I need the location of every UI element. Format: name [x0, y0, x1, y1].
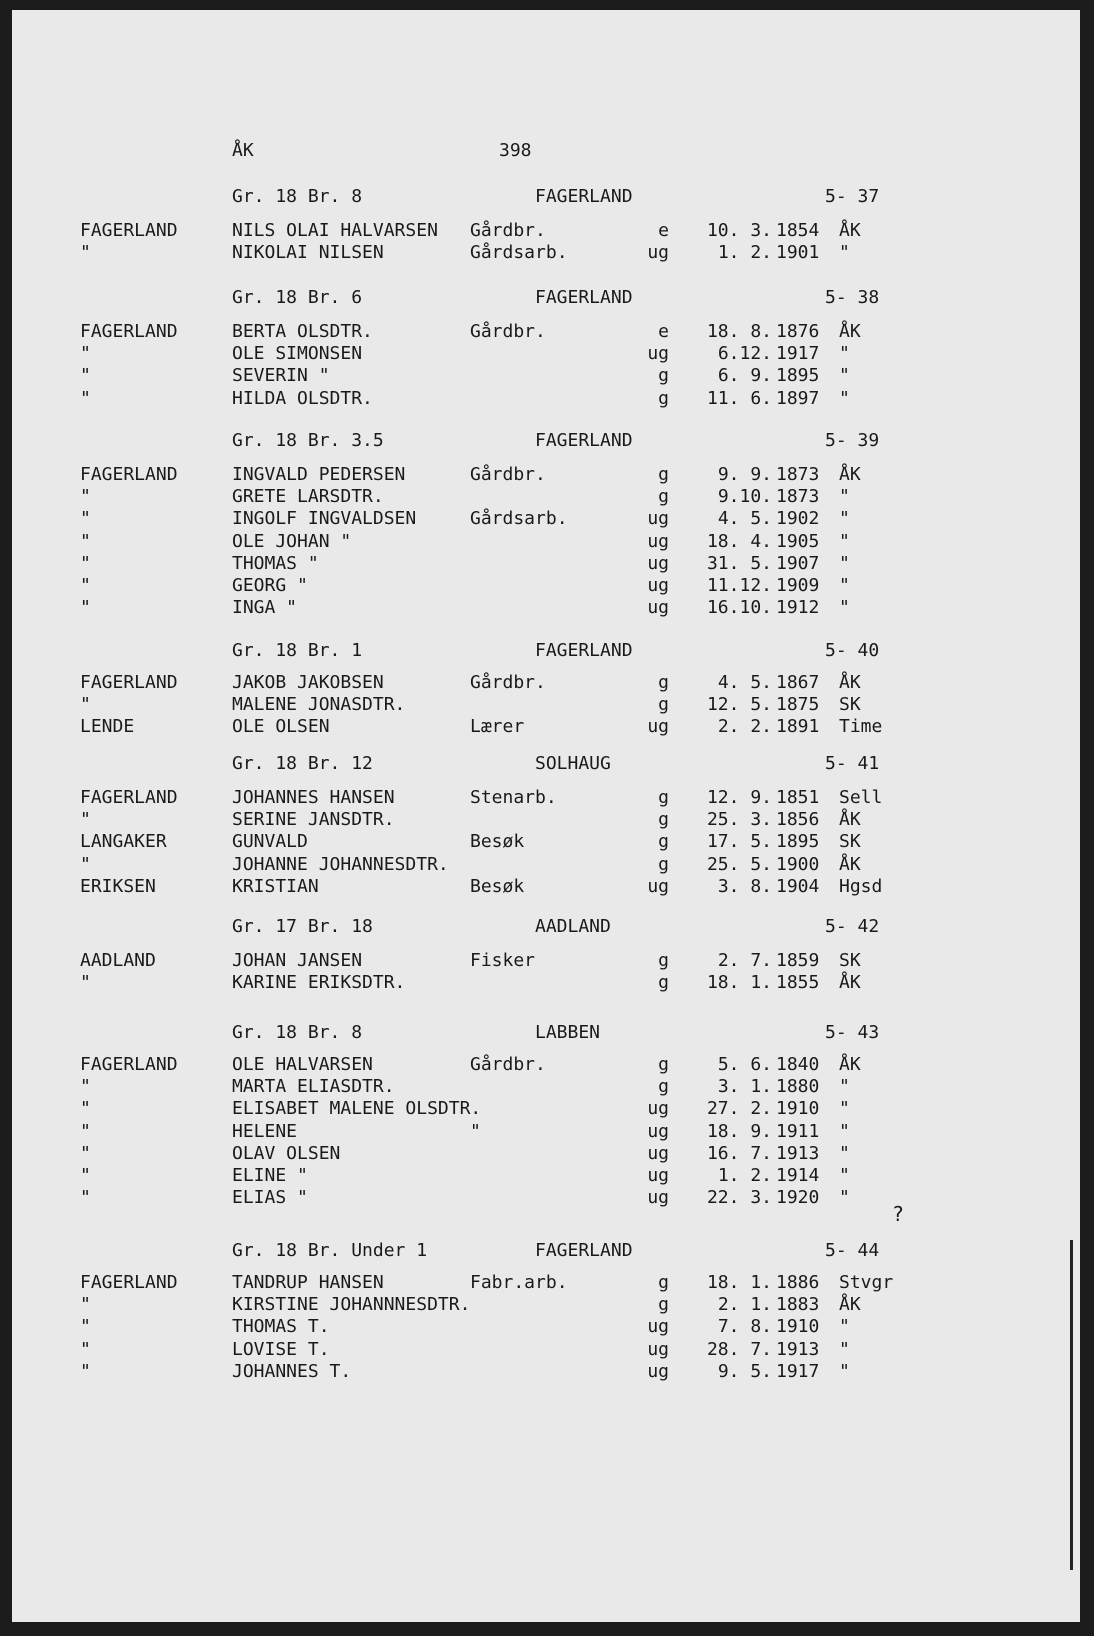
row-birthplace: "	[839, 575, 850, 596]
row-date: 27. 2.	[706, 1098, 772, 1119]
person-row	[12, 672, 1080, 694]
row-year: 1905	[776, 531, 820, 552]
row-status: g	[658, 787, 669, 808]
row-birthplace: ÅK	[839, 1294, 861, 1315]
person-row	[12, 531, 1080, 553]
row-occupation: Gårdbr.	[470, 464, 546, 485]
section-grbr: Gr. 17 Br. 18	[232, 916, 373, 937]
person-row	[12, 950, 1080, 972]
row-status: ug	[647, 1187, 669, 1208]
row-year: 1910	[776, 1316, 820, 1337]
row-date: 22. 3.	[706, 1187, 772, 1208]
row-name: MARTA ELIASDTR.	[232, 1076, 395, 1097]
row-name: BERTA OLSDTR.	[232, 321, 373, 342]
section-header	[12, 186, 1080, 208]
row-place: "	[80, 972, 91, 993]
row-year: 1909	[776, 575, 820, 596]
row-status: g	[658, 694, 669, 715]
row-name: JOHANNES T.	[232, 1361, 352, 1382]
row-date: 17. 5.	[706, 831, 772, 852]
person-row	[12, 343, 1080, 365]
row-year: 1880	[776, 1076, 820, 1097]
person-row	[12, 1121, 1080, 1143]
row-place: "	[80, 553, 91, 574]
row-name: KRISTIAN	[232, 876, 319, 897]
section-code: 5- 39	[825, 430, 880, 451]
row-birthplace: ÅK	[839, 809, 861, 830]
row-name: JOHAN JANSEN	[232, 950, 363, 971]
section-code: 5- 41	[825, 753, 880, 774]
section-header	[12, 916, 1080, 938]
person-row	[12, 1339, 1080, 1361]
row-status: ug	[647, 531, 669, 552]
row-date: 18. 8.	[706, 321, 772, 342]
person-row	[12, 388, 1080, 410]
row-place: LENDE	[80, 716, 135, 737]
row-place: "	[80, 809, 91, 830]
row-name: THOMAS "	[232, 553, 319, 574]
row-date: 9. 5.	[717, 1361, 772, 1382]
row-name: JAKOB JAKOBSEN	[232, 672, 384, 693]
row-year: 1914	[776, 1165, 820, 1186]
row-year: 1851	[776, 787, 820, 808]
section-header	[12, 753, 1080, 775]
row-date: 11.12.	[706, 575, 772, 596]
section-code: 5- 44	[825, 1240, 880, 1261]
row-status: g	[658, 950, 669, 971]
row-status: g	[658, 854, 669, 875]
row-birthplace: ÅK	[839, 1054, 861, 1075]
row-occupation: Fabr.arb.	[470, 1272, 568, 1293]
row-birthplace: "	[839, 1187, 850, 1208]
section-grbr: Gr. 18 Br. 12	[232, 753, 373, 774]
row-status: ug	[647, 553, 669, 574]
section-grbr: Gr. 18 Br. 8	[232, 1022, 363, 1043]
row-date: 12. 9.	[706, 787, 772, 808]
row-birthplace: Hgsd	[839, 876, 883, 897]
row-date: 11. 6.	[706, 388, 772, 409]
row-status: ug	[647, 1339, 669, 1360]
row-birthplace: "	[839, 1098, 850, 1119]
row-year: 1895	[776, 365, 820, 386]
row-occupation: "	[470, 1121, 481, 1142]
row-place: "	[80, 1339, 91, 1360]
person-row	[12, 553, 1080, 575]
document-page	[12, 10, 1080, 1622]
person-row	[12, 242, 1080, 264]
row-year: 1910	[776, 1098, 820, 1119]
row-name: HILDA OLSDTR.	[232, 388, 373, 409]
row-status: g	[658, 486, 669, 507]
section-code: 5- 38	[825, 287, 880, 308]
row-date: 1. 2.	[717, 242, 772, 263]
section-header	[12, 640, 1080, 662]
person-row	[12, 716, 1080, 738]
person-row	[12, 1361, 1080, 1383]
scan-edge-mark	[1070, 1240, 1073, 1570]
section-farm: FAGERLAND	[535, 186, 633, 207]
section-grbr: Gr. 18 Br. 3.5	[232, 430, 384, 451]
row-date: 16.10.	[706, 597, 772, 618]
row-birthplace: "	[839, 597, 850, 618]
row-place: "	[80, 1143, 91, 1164]
row-occupation: Gårdbr.	[470, 1054, 546, 1075]
row-name: TANDRUP HANSEN	[232, 1272, 384, 1293]
row-status: g	[658, 672, 669, 693]
person-row	[12, 1076, 1080, 1098]
person-row	[12, 972, 1080, 994]
section-farm: AADLAND	[535, 916, 611, 937]
row-status: ug	[647, 597, 669, 618]
row-date: 1. 2.	[717, 1165, 772, 1186]
row-birthplace: "	[839, 365, 850, 386]
row-date: 10. 3.	[706, 220, 772, 241]
section-farm: FAGERLAND	[535, 287, 633, 308]
row-place: "	[80, 1294, 91, 1315]
row-status: ug	[647, 1316, 669, 1337]
row-year: 1917	[776, 1361, 820, 1382]
row-date: 6. 9.	[717, 365, 772, 386]
row-date: 25. 5.	[706, 854, 772, 875]
row-status: e	[658, 321, 669, 342]
section-code: 5- 43	[825, 1022, 880, 1043]
row-birthplace: "	[839, 508, 850, 529]
row-name: ELIAS "	[232, 1187, 308, 1208]
row-occupation: Lærer	[470, 716, 525, 737]
row-year: 1907	[776, 553, 820, 574]
row-place: "	[80, 597, 91, 618]
section-grbr: Gr. 18 Br. 1	[232, 640, 363, 661]
row-place: FAGERLAND	[80, 672, 178, 693]
person-row	[12, 831, 1080, 853]
row-birthplace: ÅK	[839, 321, 861, 342]
row-name: OLE HALVARSEN	[232, 1054, 373, 1075]
row-birthplace: "	[839, 531, 850, 552]
row-date: 6.12.	[717, 343, 772, 364]
row-birthplace: "	[839, 1339, 850, 1360]
row-name: INGVALD PEDERSEN	[232, 464, 406, 485]
header-area: ÅK	[232, 140, 254, 161]
row-year: 1856	[776, 809, 820, 830]
row-place: FAGERLAND	[80, 787, 178, 808]
row-birthplace: "	[839, 486, 850, 507]
row-place: "	[80, 694, 91, 715]
row-place: FAGERLAND	[80, 1272, 178, 1293]
row-year: 1902	[776, 508, 820, 529]
row-birthplace: "	[839, 1361, 850, 1382]
row-place: "	[80, 365, 91, 386]
row-birthplace: SK	[839, 950, 861, 971]
row-birthplace: Time	[839, 716, 883, 737]
row-birthplace: ÅK	[839, 854, 861, 875]
row-occupation: Gårdsarb.	[470, 508, 568, 529]
row-place: "	[80, 1187, 91, 1208]
row-date: 3. 1.	[717, 1076, 772, 1097]
row-status: g	[658, 1054, 669, 1075]
row-occupation: Besøk	[470, 831, 525, 852]
row-place: FAGERLAND	[80, 220, 178, 241]
row-birthplace: SK	[839, 831, 861, 852]
person-row	[12, 486, 1080, 508]
row-year: 1913	[776, 1339, 820, 1360]
row-place: FAGERLAND	[80, 321, 178, 342]
row-name: MALENE JONASDTR.	[232, 694, 406, 715]
section-farm: FAGERLAND	[535, 1240, 633, 1261]
row-name: JOHANNE JOHANNESDTR.	[232, 854, 449, 875]
row-status: g	[658, 831, 669, 852]
section-farm: FAGERLAND	[535, 430, 633, 451]
row-year: 1917	[776, 343, 820, 364]
row-place: "	[80, 242, 91, 263]
row-name: KARINE ERIKSDTR.	[232, 972, 406, 993]
row-date: 25. 3.	[706, 809, 772, 830]
row-name: HELENE	[232, 1121, 298, 1142]
section-farm: SOLHAUG	[535, 753, 611, 774]
row-name: LOVISE T.	[232, 1339, 330, 1360]
row-status: g	[658, 1294, 669, 1315]
page-header	[12, 140, 1080, 162]
row-name: ELISABET MALENE OLSDTR.	[232, 1098, 482, 1119]
section-header	[12, 1240, 1080, 1262]
section-farm: FAGERLAND	[535, 640, 633, 661]
person-row	[12, 1294, 1080, 1316]
section-code: 5- 37	[825, 186, 880, 207]
row-date: 2. 1.	[717, 1294, 772, 1315]
row-place: "	[80, 486, 91, 507]
row-name: NIKOLAI NILSEN	[232, 242, 384, 263]
row-birthplace: ÅK	[839, 220, 861, 241]
row-date: 2. 7.	[717, 950, 772, 971]
row-status: ug	[647, 242, 669, 263]
row-occupation: Gårdsarb.	[470, 242, 568, 263]
row-status: ug	[647, 716, 669, 737]
row-date: 18. 1.	[706, 972, 772, 993]
row-name: OLAV OLSEN	[232, 1143, 341, 1164]
row-place: "	[80, 1121, 91, 1142]
row-name: SEVERIN "	[232, 365, 330, 386]
margin-note: ?	[892, 1202, 905, 1226]
row-birthplace: "	[839, 1121, 850, 1142]
row-place: "	[80, 508, 91, 529]
row-birthplace: Stvgr	[839, 1272, 894, 1293]
row-name: NILS OLAI HALVARSEN	[232, 220, 438, 241]
row-date: 5. 6.	[717, 1054, 772, 1075]
row-year: 1840	[776, 1054, 820, 1075]
row-date: 9. 9.	[717, 464, 772, 485]
row-birthplace: "	[839, 388, 850, 409]
row-name: GEORG "	[232, 575, 308, 596]
row-date: 2. 2.	[717, 716, 772, 737]
person-row	[12, 1165, 1080, 1187]
row-year: 1886	[776, 1272, 820, 1293]
row-status: ug	[647, 508, 669, 529]
row-place: "	[80, 1316, 91, 1337]
person-row	[12, 365, 1080, 387]
row-name: GUNVALD	[232, 831, 308, 852]
row-birthplace: Sell	[839, 787, 883, 808]
row-date: 16. 7.	[706, 1143, 772, 1164]
row-year: 1920	[776, 1187, 820, 1208]
row-year: 1900	[776, 854, 820, 875]
row-status: g	[658, 1272, 669, 1293]
row-status: ug	[647, 575, 669, 596]
row-status: g	[658, 464, 669, 485]
row-status: ug	[647, 1165, 669, 1186]
row-year: 1854	[776, 220, 820, 241]
row-date: 9.10.	[717, 486, 772, 507]
row-status: g	[658, 365, 669, 386]
row-place: "	[80, 1361, 91, 1382]
row-year: 1873	[776, 464, 820, 485]
person-row	[12, 1272, 1080, 1294]
section-header	[12, 1022, 1080, 1044]
row-date: 18. 9.	[706, 1121, 772, 1142]
row-year: 1897	[776, 388, 820, 409]
row-status: g	[658, 972, 669, 993]
row-name: OLE OLSEN	[232, 716, 330, 737]
row-name: SERINE JANSDTR.	[232, 809, 395, 830]
row-status: ug	[647, 1098, 669, 1119]
person-row	[12, 464, 1080, 486]
row-occupation: Gårdbr.	[470, 672, 546, 693]
person-row	[12, 876, 1080, 898]
row-name: KIRSTINE JOHANNNESDTR.	[232, 1294, 471, 1315]
row-date: 12. 5.	[706, 694, 772, 715]
row-year: 1895	[776, 831, 820, 852]
row-status: ug	[647, 876, 669, 897]
row-year: 1913	[776, 1143, 820, 1164]
row-birthplace: "	[839, 553, 850, 574]
row-date: 3. 8.	[717, 876, 772, 897]
person-row	[12, 694, 1080, 716]
person-row	[12, 220, 1080, 242]
row-birthplace: ÅK	[839, 464, 861, 485]
row-year: 1891	[776, 716, 820, 737]
row-name: INGOLF INGVALDSEN	[232, 508, 417, 529]
row-year: 1867	[776, 672, 820, 693]
row-birthplace: SK	[839, 694, 861, 715]
row-occupation: Fisker	[470, 950, 536, 971]
row-status: g	[658, 1076, 669, 1097]
row-place: "	[80, 1165, 91, 1186]
person-row	[12, 508, 1080, 530]
row-birthplace: "	[839, 1165, 850, 1186]
person-row	[12, 575, 1080, 597]
section-header	[12, 430, 1080, 452]
row-place: LANGAKER	[80, 831, 167, 852]
section-code: 5- 40	[825, 640, 880, 661]
row-year: 1901	[776, 242, 820, 263]
row-date: 4. 5.	[717, 672, 772, 693]
person-row	[12, 597, 1080, 619]
person-row	[12, 1316, 1080, 1338]
row-name: THOMAS T.	[232, 1316, 330, 1337]
section-grbr: Gr. 18 Br. 8	[232, 186, 363, 207]
row-date: 18. 4.	[706, 531, 772, 552]
section-header	[12, 287, 1080, 309]
row-name: OLE SIMONSEN	[232, 343, 363, 364]
row-date: 4. 5.	[717, 508, 772, 529]
row-place: ERIKSEN	[80, 876, 156, 897]
person-row	[12, 1098, 1080, 1120]
row-birthplace: "	[839, 242, 850, 263]
row-place: AADLAND	[80, 950, 156, 971]
row-year: 1873	[776, 486, 820, 507]
row-birthplace: "	[839, 1076, 850, 1097]
row-place: "	[80, 343, 91, 364]
row-date: 28. 7.	[706, 1339, 772, 1360]
row-occupation: Gårdbr.	[470, 321, 546, 342]
row-status: ug	[647, 1361, 669, 1382]
row-birthplace: ÅK	[839, 672, 861, 693]
row-status: ug	[647, 343, 669, 364]
person-row	[12, 854, 1080, 876]
row-place: FAGERLAND	[80, 464, 178, 485]
row-status: ug	[647, 1143, 669, 1164]
row-year: 1883	[776, 1294, 820, 1315]
person-row	[12, 787, 1080, 809]
row-year: 1911	[776, 1121, 820, 1142]
row-birthplace: "	[839, 1143, 850, 1164]
row-date: 7. 8.	[717, 1316, 772, 1337]
row-birthplace: "	[839, 343, 850, 364]
row-place: "	[80, 575, 91, 596]
row-status: e	[658, 220, 669, 241]
page-number: 398	[499, 140, 532, 161]
row-place: "	[80, 531, 91, 552]
section-code: 5- 42	[825, 916, 880, 937]
row-place: FAGERLAND	[80, 1054, 178, 1075]
row-year: 1855	[776, 972, 820, 993]
section-farm: LABBEN	[535, 1022, 601, 1043]
person-row	[12, 321, 1080, 343]
row-status: g	[658, 809, 669, 830]
row-place: "	[80, 1098, 91, 1119]
section-grbr: Gr. 18 Br. 6	[232, 287, 363, 308]
row-year: 1875	[776, 694, 820, 715]
row-place: "	[80, 854, 91, 875]
row-year: 1912	[776, 597, 820, 618]
row-year: 1904	[776, 876, 820, 897]
row-occupation: Gårdbr.	[470, 220, 546, 241]
row-name: JOHANNES HANSEN	[232, 787, 395, 808]
row-name: INGA "	[232, 597, 298, 618]
row-year: 1859	[776, 950, 820, 971]
row-name: OLE JOHAN "	[232, 531, 352, 552]
row-place: "	[80, 1076, 91, 1097]
row-name: GRETE LARSDTR.	[232, 486, 384, 507]
row-occupation: Stenarb.	[470, 787, 557, 808]
row-date: 18. 1.	[706, 1272, 772, 1293]
row-occupation: Besøk	[470, 876, 525, 897]
row-place: "	[80, 388, 91, 409]
row-date: 31. 5.	[706, 553, 772, 574]
row-birthplace: "	[839, 1316, 850, 1337]
row-year: 1876	[776, 321, 820, 342]
person-row	[12, 1054, 1080, 1076]
person-row	[12, 809, 1080, 831]
row-birthplace: ÅK	[839, 972, 861, 993]
row-name: ELINE "	[232, 1165, 308, 1186]
person-row	[12, 1187, 1080, 1209]
row-status: g	[658, 388, 669, 409]
row-status: ug	[647, 1121, 669, 1142]
section-grbr: Gr. 18 Br. Under 1	[232, 1240, 428, 1261]
person-row	[12, 1143, 1080, 1165]
